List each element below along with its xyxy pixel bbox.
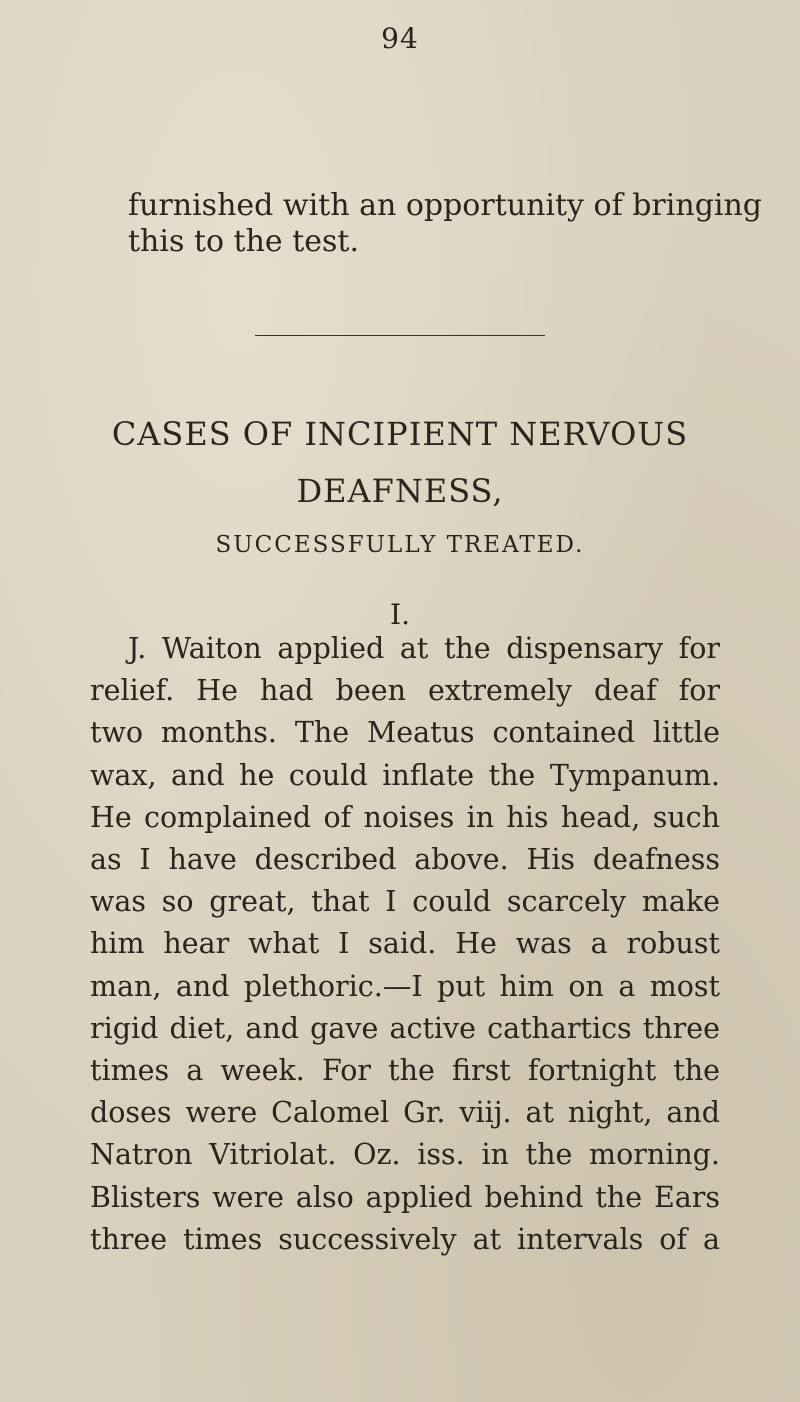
text-line: three times successively at intervals of a: [90, 1222, 720, 1256]
case-paragraph: [90, 628, 720, 1261]
text-line: Natron Vitriolat. Oz. iss. in the morning.: [90, 1138, 720, 1172]
text-line: two months. The Meatus contained little: [90, 716, 720, 750]
text-line: Blisters were also applied behind the Ears: [90, 1180, 720, 1214]
page-number: 94: [381, 22, 419, 55]
text-line: this to the test.: [128, 224, 360, 259]
text-line: man, and plethoric.—I put him on a most: [90, 969, 720, 1003]
text-line: times a week. For the first fortnight the: [90, 1054, 720, 1088]
section-title: CASES OF INCIPIENT NERVOUS: [111, 415, 689, 453]
text-line: rigid diet, and gave active cathartics three: [90, 1011, 720, 1045]
text-line: relief. He had been extremely deaf for: [90, 674, 720, 708]
text-line: wax, and he could inflate the Tympanum.: [90, 758, 720, 792]
text-line: as I have described above. His deafness: [90, 843, 720, 877]
text-line: him hear what I said. He was a robust: [90, 927, 720, 961]
section-divider: [255, 335, 545, 336]
text-line: furnished with an opportunity of bringing: [128, 188, 763, 223]
case-number: I.: [390, 598, 410, 631]
text-line: He complained of noises in his head, such: [90, 800, 720, 834]
continuation-paragraph: [128, 188, 763, 260]
text-line: doses were Calomel Gr. viij. at night, and: [90, 1096, 720, 1130]
text-line: was so great, that I could scarcely make: [90, 885, 720, 919]
section-subtitle: SUCCESSFULLY TREATED.: [215, 532, 585, 558]
text-line: J. Waiton applied at the dispensary for: [128, 632, 720, 665]
section-title-continued: DEAFNESS,: [296, 472, 504, 510]
